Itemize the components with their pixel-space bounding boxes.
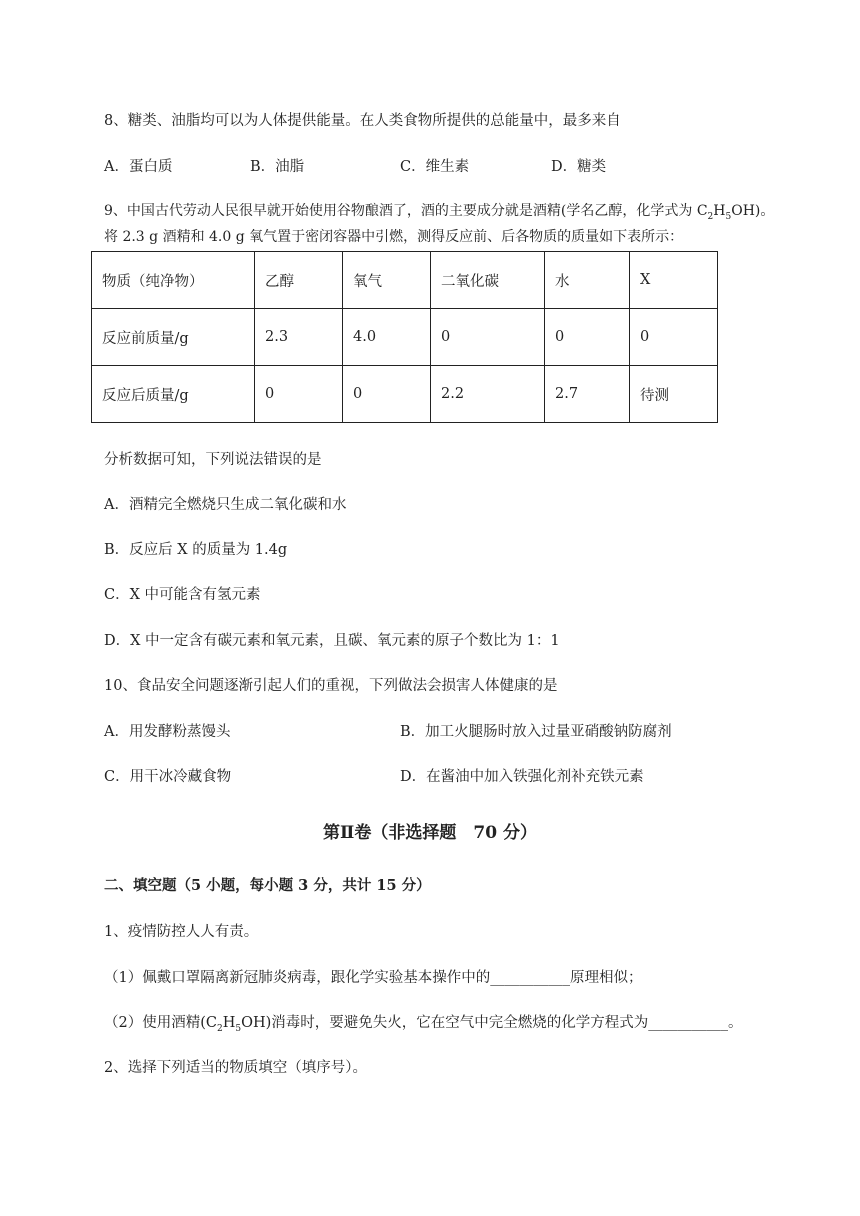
- q9-option-b: B．反应后 X 的质量为 1.4g: [104, 542, 288, 558]
- q9-prompt: 分析数据可知，下列说法错误的是: [104, 452, 322, 468]
- table-cell: 待测: [630, 366, 718, 423]
- q9-option-c: C．X 中可能含有氢元素: [104, 587, 261, 603]
- table-cell: 0: [431, 309, 545, 366]
- table-cell: 0: [343, 366, 431, 423]
- table-cell: 2.2: [431, 366, 545, 423]
- q9-option-a: A．酒精完全燃烧只生成二氧化碳和水: [104, 497, 347, 513]
- table-cell: 0: [545, 309, 630, 366]
- table-cell: 物质（纯净物）: [92, 252, 255, 309]
- table-cell: 2.3: [255, 309, 343, 366]
- q9-option-d: D．X 中一定含有碳元素和氧元素，且碳、氧元素的原子个数比为 1：1: [104, 633, 560, 649]
- q8-stem: 8、糖类、油脂均可以为人体提供能量。在人类食物所提供的总能量中，最多来自: [104, 113, 621, 129]
- table-cell: 反应前质量/g: [92, 309, 255, 366]
- q8-option-a: A．蛋白质: [104, 159, 173, 175]
- q10-option-a: A．用发酵粉蒸馒头: [104, 724, 231, 740]
- q10-option-b: B．加工火腿肠时放入过量亚硝酸钠防腐剂: [400, 724, 672, 740]
- q9-stem-line1: 9、中国古代劳动人民很早就开始使用谷物酿酒了，酒的主要成分就是酒精(学名乙醇，化学式为 $C_2H_5OH$)。: [104, 203, 775, 222]
- q10-option-c: C．用干冰冷藏食物: [104, 769, 232, 785]
- q9-stem-line2: 将 2.3 g 酒精和 4.0 g 氧气置于密闭容器中引燃，测得反应前、后各物质的质量如下表所示：: [104, 229, 684, 245]
- table-cell: 二氧化碳: [431, 252, 545, 309]
- part-title: 二、填空题（5 小题，每小题 3 分，共计 15 分）: [104, 877, 431, 894]
- fill1-stem: 1、疫情防控人人有责。: [104, 924, 259, 940]
- table-cell: 反应后质量/g: [92, 366, 255, 423]
- mass-table: [91, 251, 718, 423]
- table-cell: 水: [545, 252, 630, 309]
- table-cell: 0: [255, 366, 343, 423]
- table-row: [92, 309, 718, 366]
- q8-option-b: B．油脂: [250, 159, 305, 175]
- q10-stem: 10、食品安全问题逐渐引起人们的重视，下列做法会损害人体健康的是: [104, 678, 558, 694]
- table-cell: 乙醇: [255, 252, 343, 309]
- fill1-sub1: （1）佩戴口罩隔离新冠肺炎病毒，跟化学实验基本操作中的___________原理相似；: [104, 970, 643, 986]
- fill1-sub2: （2）使用酒精$(C_2H_5OH)$消毒时，要避免失火，它在空气中完全燃烧的化学方程式为___________。: [104, 1015, 743, 1034]
- table-cell: 0: [630, 309, 718, 366]
- table-row: [92, 366, 718, 423]
- table-header-row: [92, 252, 718, 309]
- q10-option-d: D．在酱油中加入铁强化剂补充铁元素: [400, 769, 644, 785]
- q8-option-c: C．维生素: [400, 159, 470, 175]
- section-title: 第Ⅱ卷（非选择题 70 分）: [323, 823, 537, 843]
- fill2-stem: 2、选择下列适当的物质填空（填序号）。: [104, 1060, 367, 1076]
- table-cell: 2.7: [545, 366, 630, 423]
- table-cell: 4.0: [343, 309, 431, 366]
- table-cell: X: [630, 252, 718, 309]
- table-cell: 氧气: [343, 252, 431, 309]
- q8-option-d: D．糖类: [551, 159, 607, 175]
